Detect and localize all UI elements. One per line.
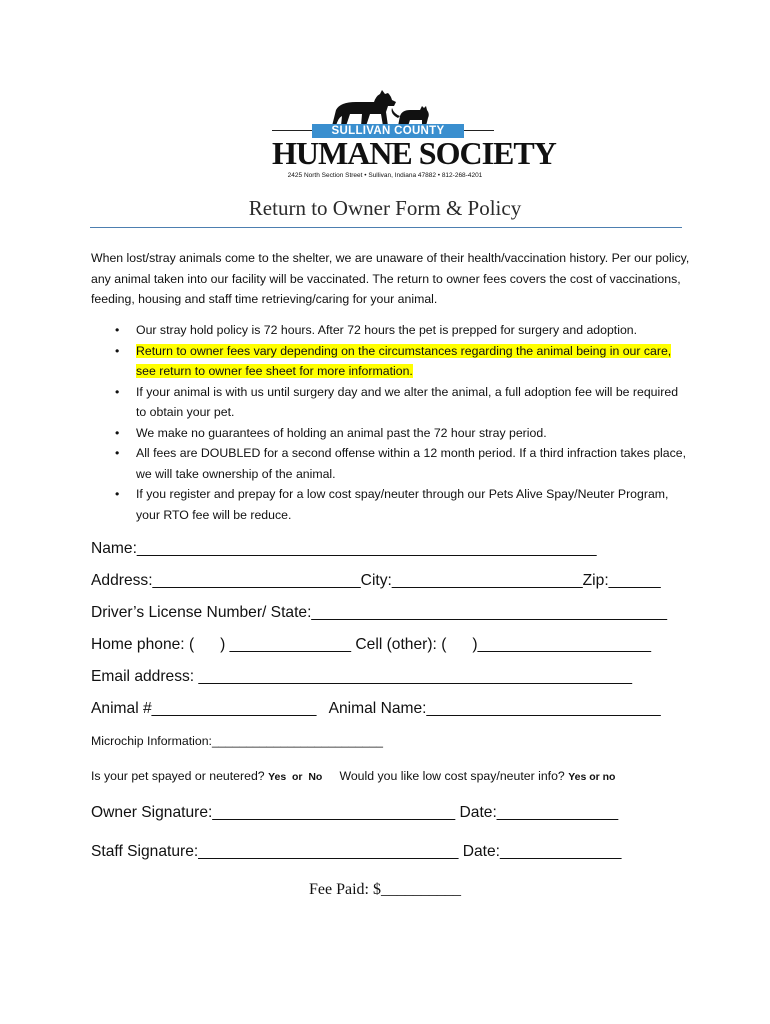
bullet-icon: • <box>115 343 120 358</box>
bullet-icon: • <box>115 323 120 337</box>
bullet-icon: • <box>115 446 120 460</box>
fee-paid-field[interactable]: Fee Paid: $__________ <box>309 881 461 898</box>
logo-address: 2425 North Section Street • Sullivan, Indiana 47882 • 812-268-4201 <box>287 172 483 179</box>
drivers-license-field[interactable]: Driver’s License Number/ State:_________________________________________ <box>91 604 667 621</box>
spayed-options[interactable]: Yes or No <box>268 771 323 783</box>
policy-item <box>91 423 686 444</box>
bullet-icon: • <box>115 425 120 440</box>
microchip-field[interactable]: Microchip Information:_________________________ <box>91 734 383 748</box>
policy-text: Our stray hold policy is 72 hours. After 72 hours the pet is prepped for surgery and adoption. <box>136 323 638 337</box>
staff-signature-field[interactable]: Staff Signature:______________________________ Date:______________ <box>91 843 622 860</box>
policy-text-highlighted: Return to owner fees vary depending on the circumstances regarding the animal being in our care, see return to owner fee sheet for more information. <box>136 343 672 378</box>
logo-county-band: SULLIVAN COUNTY <box>312 124 464 138</box>
email-field[interactable]: Email address: __________________________________________________ <box>91 668 633 685</box>
policy-text: If you register and prepay for a low cost spay/neuter through our Pets Alive Spay/Neuter Program, your RTO fee will be reduce. <box>136 487 669 522</box>
spayed-question: Is your pet spayed or neutered? <box>91 769 269 783</box>
policy-text: If your animal is with us until surgery day and we alter the animal, a full adoption fee will be required to obtain your pet. <box>136 384 679 419</box>
name-field[interactable]: Name:_____________________________________________________ <box>91 540 597 557</box>
page-title: Return to Owner Form & Policy <box>248 196 522 220</box>
owner-signature-field[interactable]: Owner Signature:____________________________ Date:______________ <box>91 804 619 821</box>
logo-rule-left <box>272 130 312 131</box>
dog-and-cat-silhouette-icon <box>270 88 500 128</box>
address-city-zip-field[interactable]: Address:________________________City:______________________Zip:______ <box>91 572 661 589</box>
info-options[interactable]: Yes or no <box>568 771 616 783</box>
policy-list <box>91 320 686 525</box>
animal-field[interactable]: Animal #___________________ Animal Name:___________________________ <box>91 700 661 717</box>
policy-text: All fees are DOUBLED for a second offense within a 12 month period. If a third infraction takes place, we will take ownership of the animal. <box>136 446 687 481</box>
policy-item <box>91 443 686 484</box>
policy-item <box>91 382 686 423</box>
bullet-icon: • <box>115 487 120 501</box>
policy-item <box>91 320 686 341</box>
policy-item <box>91 484 686 525</box>
spay-questions-row <box>91 769 615 783</box>
logo-wordmark: HUMANE SOCIETY <box>272 135 556 171</box>
phone-field[interactable]: Home phone: ( ) ______________ Cell (other): ( )____________________ <box>91 636 652 653</box>
title-divider <box>90 227 682 228</box>
policy-item <box>91 341 686 382</box>
info-question: Would you like low cost spay/neuter info? <box>339 769 569 783</box>
humane-society-logo <box>270 88 556 183</box>
logo-rule-right <box>464 130 494 131</box>
bullet-icon: • <box>115 384 120 399</box>
policy-text: We make no guarantees of holding an animal past the 72 hour stray period. <box>136 425 547 440</box>
intro-paragraph: When lost/stray animals come to the shelter, we are unaware of their health/vaccination history. Per our policy, any animal taken into our facility will be vaccinated. The return to owner fees covers the cost of vaccinations, feeding, housing and staff time retrieving/caring for your animal. <box>91 251 690 306</box>
